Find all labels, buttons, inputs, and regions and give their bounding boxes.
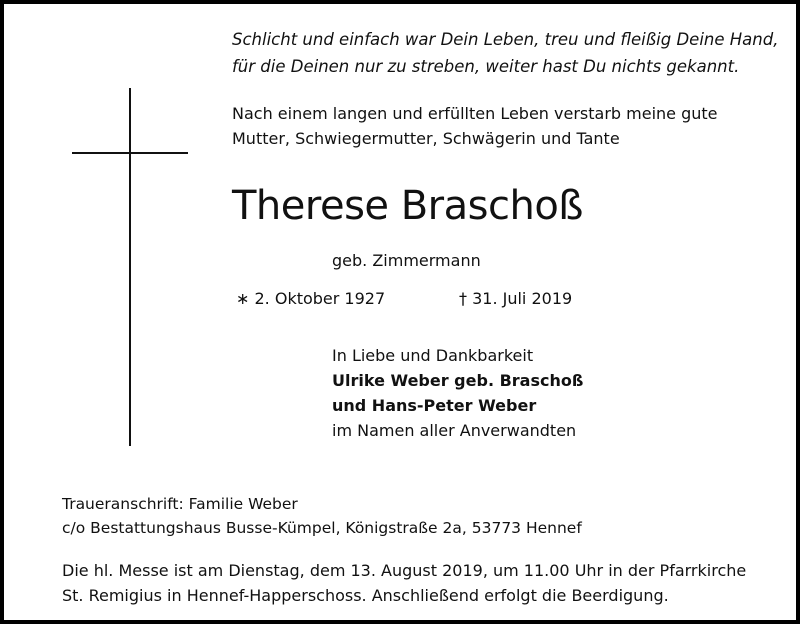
mourning-address	[62, 492, 582, 540]
mourners-closing: im Namen aller Anverwandten	[332, 421, 577, 440]
poem-line-1: Schlicht und einfach war Dein Leben, treu und fleißig Deine Hand,	[232, 30, 779, 49]
intro-line-1: Nach einem langen und erfüllten Leben verstarb meine gute	[232, 104, 718, 123]
mourner-name-1: Ulrike Weber geb. Braschoß	[332, 371, 584, 390]
intro-line-2: Mutter, Schwiegermutter, Schwägerin und Tante	[232, 129, 620, 148]
service-line-1: Die hl. Messe ist am Dienstag, dem 13. August 2019, um 11.00 Uhr in der Pfarrkirche	[62, 561, 747, 580]
birth-date: ∗ 2. Oktober 1927	[236, 289, 386, 308]
poem-line-2: für die Deinen nur zu streben, weiter hast Du nichts gekannt.	[232, 57, 740, 76]
poem	[232, 26, 778, 80]
address-line-1: Traueranschrift: Familie Weber	[62, 495, 298, 513]
mourner-name-2: und Hans-Peter Weber	[332, 396, 537, 415]
mourners-block	[332, 343, 583, 443]
mourners-intro: In Liebe und Dankbarkeit	[332, 346, 534, 365]
service-info	[62, 558, 746, 608]
birth-name: geb. Zimmermann	[332, 251, 481, 270]
death-date: † 31. Juli 2019	[459, 289, 573, 308]
intro-text	[232, 101, 718, 151]
service-line-2: St. Remigius in Hennef-Happerschoss. Anschließend erfolgt die Beerdigung.	[62, 586, 669, 605]
deceased-name: Therese Braschoß	[232, 183, 583, 229]
address-line-2: c/o Bestattungshaus Busse-Kümpel, Königstraße 2a, 53773 Hennef	[62, 519, 582, 537]
